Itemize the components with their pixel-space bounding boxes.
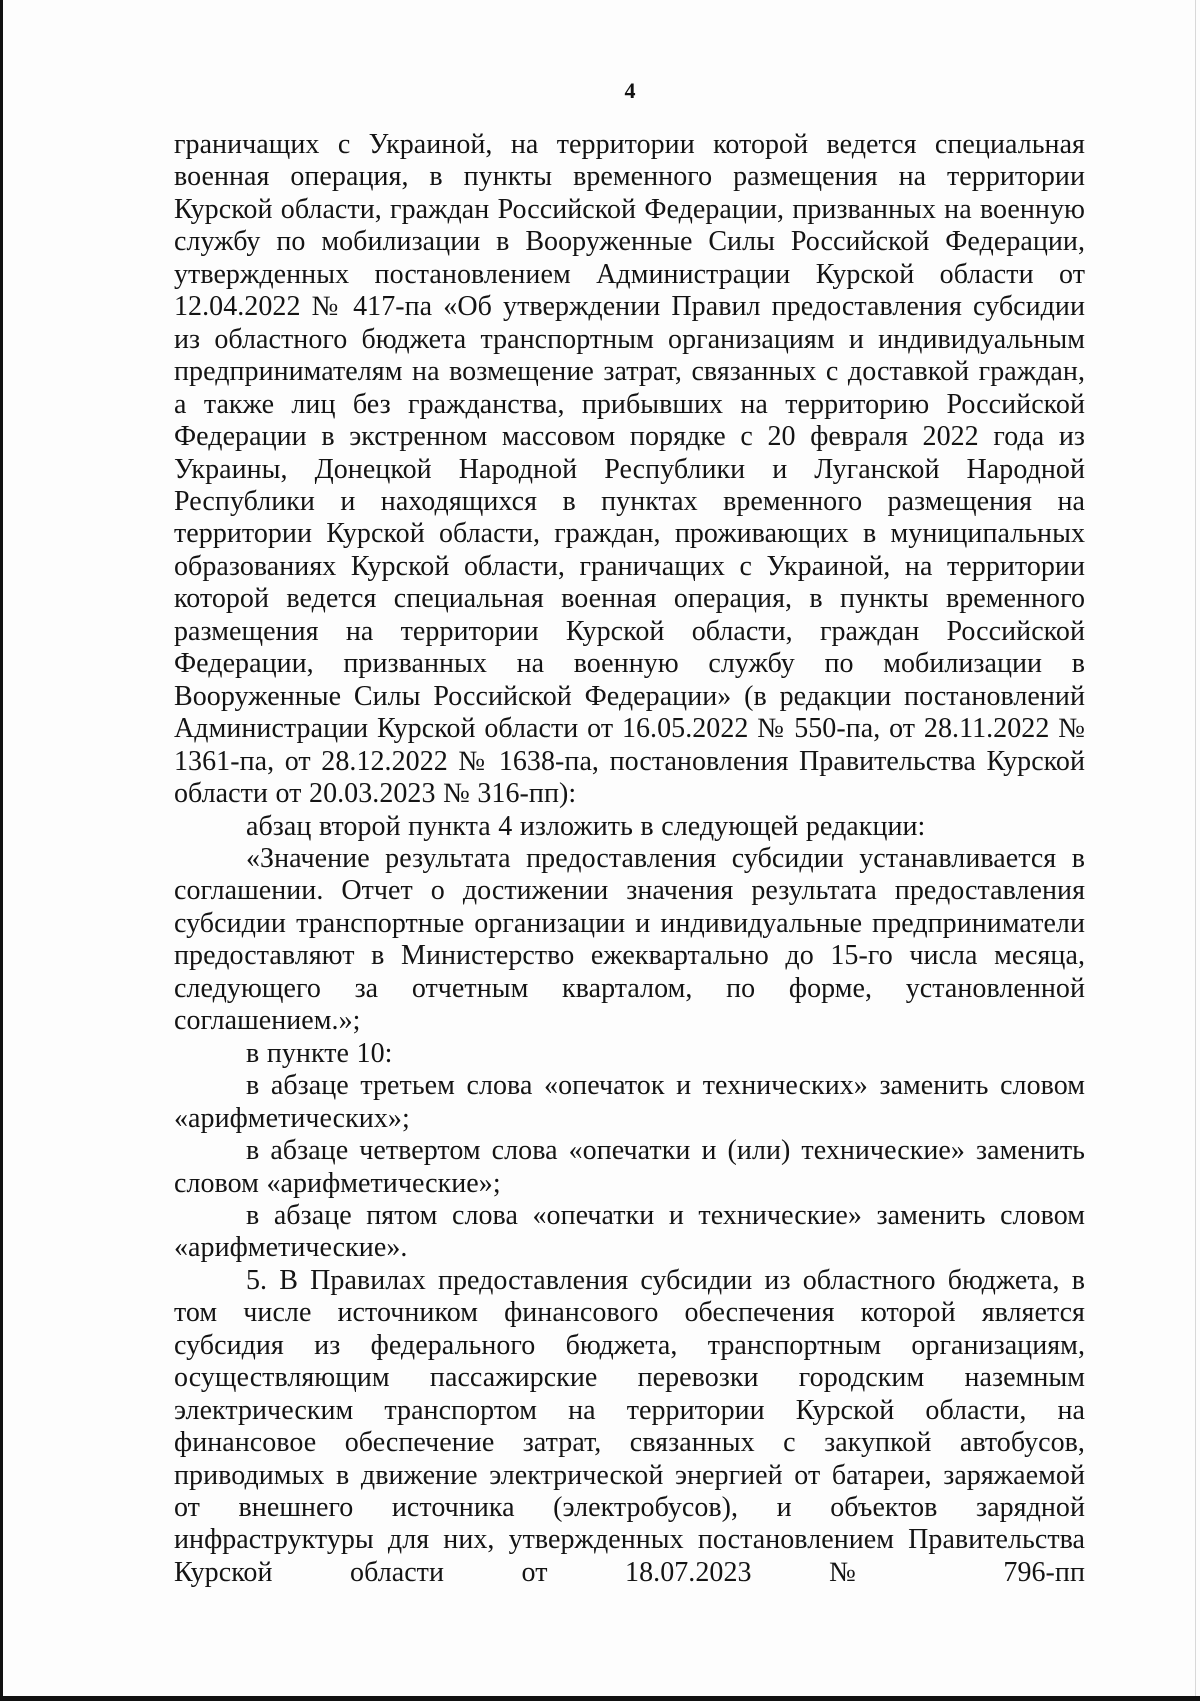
scan-edge-left	[0, 0, 3, 1701]
paragraph-quoted-amendment: «Значение результата предоставления субсидии устанавливается в соглашении. Отчет о достижении значения результата предоставления субсидии транспортные организации и индивидуальные предприниматели предоставляют в Министерство ежеквартально до 15-го числа месяца, следующего за отчетным кварталом, по форме, установленной соглашением.»;	[174, 842, 1085, 1037]
document-body	[174, 129, 1085, 1589]
scan-edge-right	[1195, 0, 1200, 1701]
paragraph-abzac-vtoroy: абзац второй пункта 4 изложить в следующей редакции:	[246, 810, 926, 842]
page-number: 4	[624, 78, 636, 103]
paragraph-item-5: 5. В Правилах предоставления субсидии из областного бюджета, в том числе источником финансового обеспечения которой является субсидия из федерального бюджета, транспортным организациям, осуществляющим пассажирские перевозки городским наземным электрическим транспортом на территории Курской области, на финансовое обеспечение затрат, связанных с закупкой автобусов, приводимых в движение электрической энергией от батареи, заряжаемой от внешнего источника (электробусов), и объектов зарядной инфраструктуры для них, утвержденных постановлением Правительства Курской области от 18.07.2023 № 796-пп	[174, 1264, 1085, 1588]
paragraph-punkt-10: в пункте 10:	[246, 1037, 393, 1069]
paragraph-continuation: граничащих с Украиной, на территории которой ведется специальная военная операция, в пункты временного размещения на территории Курской области, граждан Российской Федерации, призванных на военную службу по мобилизации в Вооруженные Силы Российской Федерации, утвержденных постановлением Администрации Курской области от 12.04.2022 № 417-па «Об утверждении Правил предоставления субсидии из областного бюджета транспортным организациям и индивидуальным предпринимателям на возмещение затрат, связанных с доставкой граждан, а также лиц без гражданства, прибывших на территорию Российской Федерации в экстренном массовом порядке с 20 февраля 2022 года из Украины, Донецкой Народной Республики и Луганской Народной Республики и находящихся в пунктах временного размещения на территории Курской области, граждан, проживающих в муниципальных образованиях Курской области, граничащих с Украиной, на территории которой ведется специальная военная операция, в пункты временного размещения на территории Курской области, граждан Российской Федерации, призванных на военную службу по мобилизации в Вооруженные Силы Российской Федерации» (в редакции постановлений Администрации Курской области от 16.05.2022 № 550-па, от 28.11.2022 № 1361-па, от 28.12.2022 № 1638-па, постановления Правительства Курской области от 20.03.2023 № 316-пп):	[174, 129, 1085, 810]
paragraph-abzac-pyatyy: в абзаце пятом слова «опечатки и технические» заменить словом «арифметические».	[174, 1199, 1085, 1264]
paragraph-abzac-tretiy: в абзаце третьем слова «опечаток и технических» заменить словом «арифметических»;	[174, 1070, 1085, 1134]
paragraph-abzac-chetvertyy: в абзаце четвертом слова «опечатки и (или) технические» заменить словом «арифметические»;	[174, 1135, 1085, 1199]
scan-edge-bottom	[0, 1696, 1200, 1701]
